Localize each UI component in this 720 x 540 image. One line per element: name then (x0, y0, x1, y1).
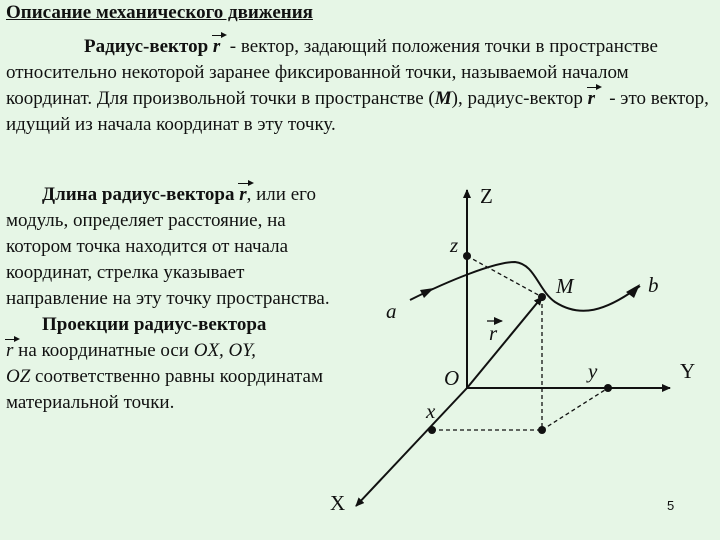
label-origin: O (444, 366, 460, 390)
projection-lines (432, 256, 608, 430)
label-z-projection: z (450, 233, 459, 257)
label-point-m: M (556, 274, 574, 298)
vector-r-symbol: r (213, 34, 220, 60)
point-m (538, 293, 546, 301)
vector-r-symbol-3: r (239, 182, 246, 208)
trajectory-arrow-1 (420, 288, 434, 298)
label-x-axis: X (330, 491, 346, 515)
axes-ox-oy: OX, OY, (193, 340, 256, 361)
intro-text-1: - вектор, задающий положения точки в пространстве относительно некоторой заранее фиксированной точки, называемой началом координат. Для произвольной точки в пространстве ( (6, 36, 658, 109)
vector-r-symbol-4: r (6, 338, 13, 364)
label-vector-r: r (489, 321, 498, 345)
radius-vector (467, 297, 542, 388)
vector-r-symbol-2: r (588, 86, 595, 112)
point-projection-xy (538, 426, 546, 434)
trajectory-arrow-2 (626, 284, 640, 298)
label-z-axis: Z (480, 184, 493, 208)
label-y-axis: Y (680, 359, 696, 383)
length-body: или его модуль, определяет расстояние, на котором точка находится от начала координат, стрелка указывает направление на эту точку пространства. (6, 184, 330, 309)
slide-title: Описание механического движения (6, 2, 313, 23)
point-z (463, 252, 471, 260)
length-heading-comma: , (246, 184, 252, 205)
projections-heading: Проекции радиус-вектора (42, 314, 267, 335)
page-number: 5 (667, 498, 675, 513)
projections-line2: соответственно равны координатам материальной точки. (6, 366, 324, 413)
term-radius-vector: Радиус-вектор (84, 36, 209, 57)
point-m-symbol: M (434, 88, 452, 109)
point-y (604, 384, 612, 392)
trajectory-curve (410, 262, 640, 311)
point-x (428, 426, 436, 434)
axis-oz: OZ (6, 366, 31, 387)
x-axis (356, 388, 467, 506)
intro-text-2: ), радиус-вектор (451, 88, 588, 109)
label-x-projection: x (426, 399, 436, 423)
label-y-projection: y (588, 359, 598, 383)
intro-text-3: - это вектор, идущий из начала координат в эту точку. (6, 88, 709, 135)
length-heading: Длина радиус-вектора (42, 184, 235, 205)
label-trajectory-a: a (386, 299, 397, 323)
label-trajectory-b: b (648, 273, 659, 297)
projections-line1: на координатные оси (13, 340, 194, 361)
